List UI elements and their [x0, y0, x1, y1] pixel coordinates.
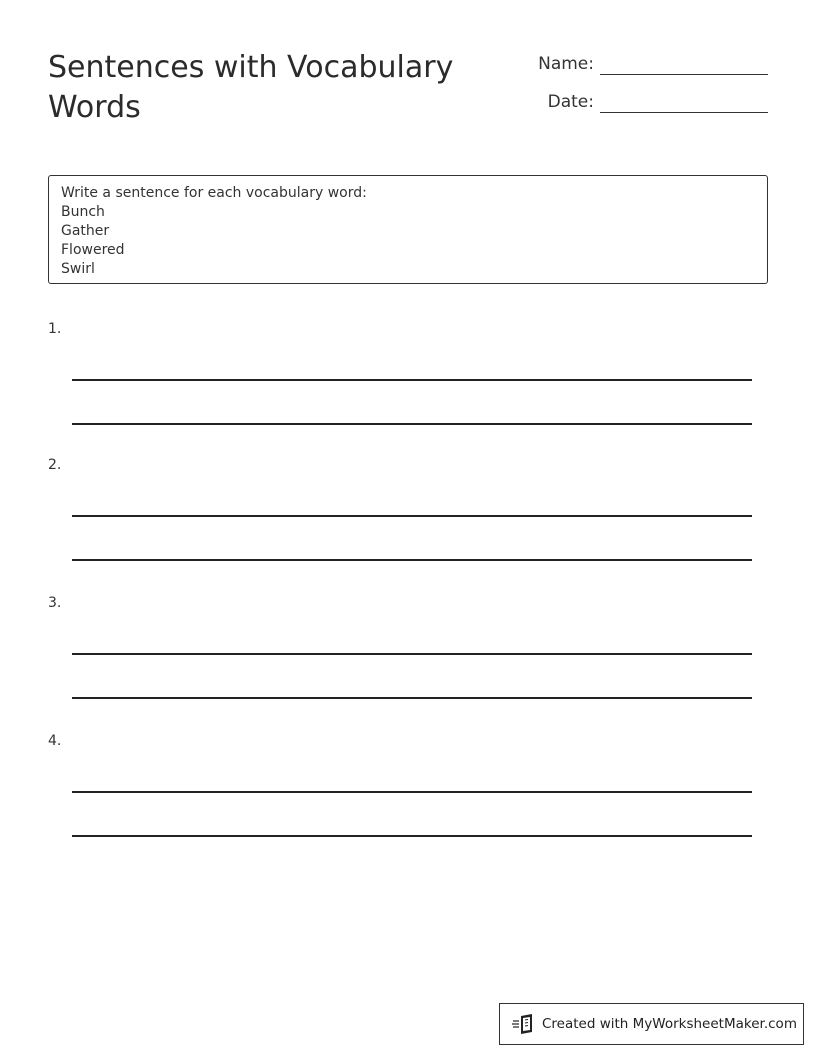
answer-line[interactable] [72, 379, 752, 381]
question-number: 1. [48, 321, 62, 337]
answer-line[interactable] [72, 697, 752, 699]
name-label: Name: [538, 54, 594, 74]
instructions-box [48, 175, 768, 284]
answer-line[interactable] [72, 515, 752, 517]
answer-line[interactable] [72, 653, 752, 655]
name-field[interactable] [520, 49, 768, 79]
answer-line[interactable] [72, 791, 752, 793]
name-blank-line[interactable] [600, 74, 768, 75]
date-blank-line[interactable] [600, 112, 768, 113]
question-number: 3. [48, 595, 62, 611]
footer-text: Created with MyWorksheetMaker.com [542, 1016, 797, 1032]
question-2 [48, 455, 752, 565]
question-1 [48, 319, 752, 429]
question-number: 2. [48, 457, 62, 473]
date-field[interactable] [520, 87, 768, 117]
date-label: Date: [547, 92, 594, 112]
vocab-word: Bunch [61, 204, 105, 220]
footer-credit[interactable] [499, 1003, 804, 1045]
vocab-word: Swirl [61, 261, 95, 277]
instructions-prompt: Write a sentence for each vocabulary word: [61, 185, 367, 201]
page-title: Sentences with Vocabulary Words [48, 50, 454, 125]
vocab-word: Gather [61, 223, 110, 239]
question-4 [48, 731, 752, 841]
vocab-word: Flowered [61, 242, 125, 258]
book-logo-icon [512, 1013, 536, 1035]
answer-line[interactable] [72, 835, 752, 837]
answer-line[interactable] [72, 423, 752, 425]
question-number: 4. [48, 733, 62, 749]
question-3 [48, 593, 752, 703]
answer-line[interactable] [72, 559, 752, 561]
